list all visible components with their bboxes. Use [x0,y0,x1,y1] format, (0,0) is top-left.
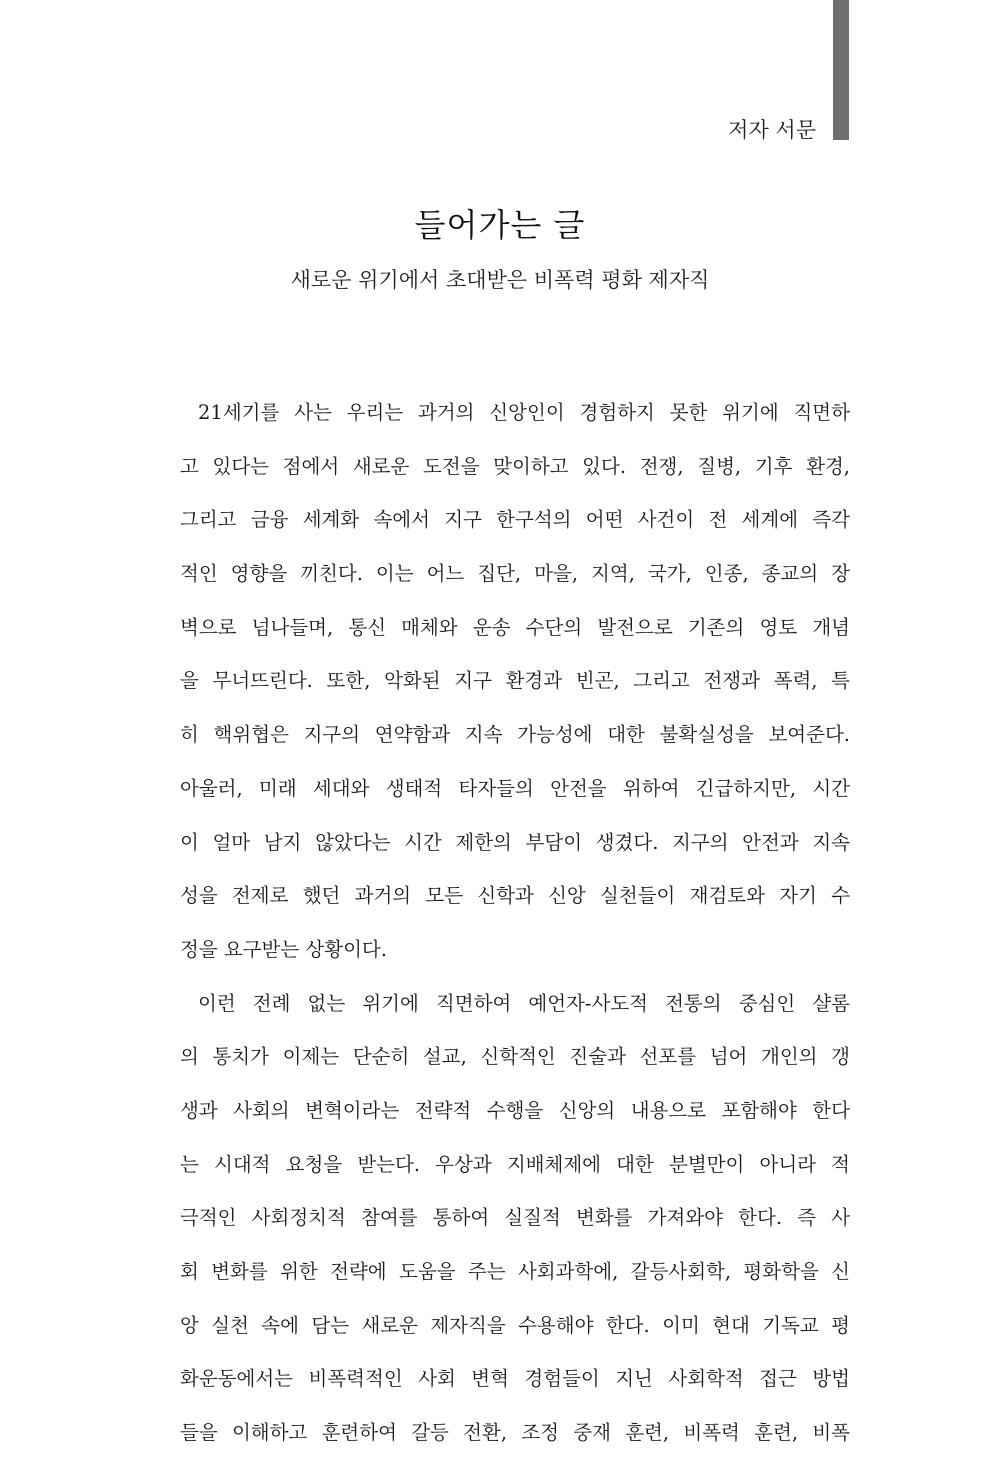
text-line: 벽으로 넘나들며, 통신 매체와 운송 수단의 발전으로 기존의 영토 개념 [180,615,850,639]
chapter-side-tab [833,0,849,140]
paragraph-2 [180,977,850,1460]
body-text [180,386,850,1460]
text-line: 의 통치가 이제는 단순히 설교, 신학적인 진술과 선포를 넘어 개인의 갱 [180,1045,850,1069]
text-line: 아울러, 미래 세대와 생태적 타자들의 안전을 위하여 긴급하지만, 시간 [180,776,850,800]
text-line: 히 핵위협은 지구의 연약함과 지속 가능성에 대한 불확실성을 보여준다. [180,723,850,747]
text-line: 을 무너뜨린다. 또한, 악화된 지구 환경과 빈곤, 그리고 전쟁과 폭력, 특 [180,669,850,693]
text-line: 는 시대적 요청을 받는다. 우상과 지배체제에 대한 분별만이 아니라 적 [180,1152,850,1176]
text-line: 성을 전제로 했던 과거의 모든 신학과 신앙 실천들이 재검토와 자기 수 [180,884,850,908]
text-line: 고 있다는 점에서 새로운 도전을 맞이하고 있다. 전쟁, 질병, 기후 환경, [180,454,850,478]
text-line: 21세기를 사는 우리는 과거의 신앙인이 경험하지 못한 위기에 직면하 [198,401,850,424]
text-line: 생과 사회의 변혁이라는 전략적 수행을 신앙의 내용으로 포함해야 한다 [180,1098,850,1122]
chapter-subtitle: 새로운 위기에서 초대받은 비폭력 평화 제자직 [290,268,710,292]
running-head: 저자 서문 [728,118,816,142]
chapter-title: 들어가는 글 [414,206,586,244]
text-line: 화운동에서는 비폭력적인 사회 변혁 경험들이 지닌 사회학적 접근 방법 [180,1367,850,1391]
text-line: 정을 요구받는 상황이다. [180,937,387,961]
text-line: 이 얼마 남지 않았다는 시간 제한의 부담이 생겼다. 지구의 안전과 지속 [180,830,850,854]
paragraph-1 [180,386,850,977]
text-line: 앙 실천 속에 담는 새로운 제자직을 수용해야 한다. 이미 현대 기독교 평 [180,1313,850,1337]
text-line: 극적인 사회정치적 참여를 통하여 실질적 변화를 가져와야 한다. 즉 사 [180,1206,850,1230]
text-line: 들을 이해하고 훈련하여 갈등 전환, 조정 중재 훈련, 비폭력 훈련, 비폭 [180,1421,850,1445]
text-line: 그리고 금융 세계화 속에서 지구 한구석의 어떤 사건이 전 세계에 즉각 [180,508,850,532]
text-line: 회 변화를 위한 전략에 도움을 주는 사회과학에, 갈등사회학, 평화학을 신 [180,1260,850,1283]
text-line: 이런 전례 없는 위기에 직면하여 예언자-사도적 전통의 중심인 샬롬 [198,991,850,1015]
text-line: 적인 영향을 끼친다. 이는 어느 집단, 마을, 지역, 국가, 인종, 종교의 장 [180,562,850,586]
